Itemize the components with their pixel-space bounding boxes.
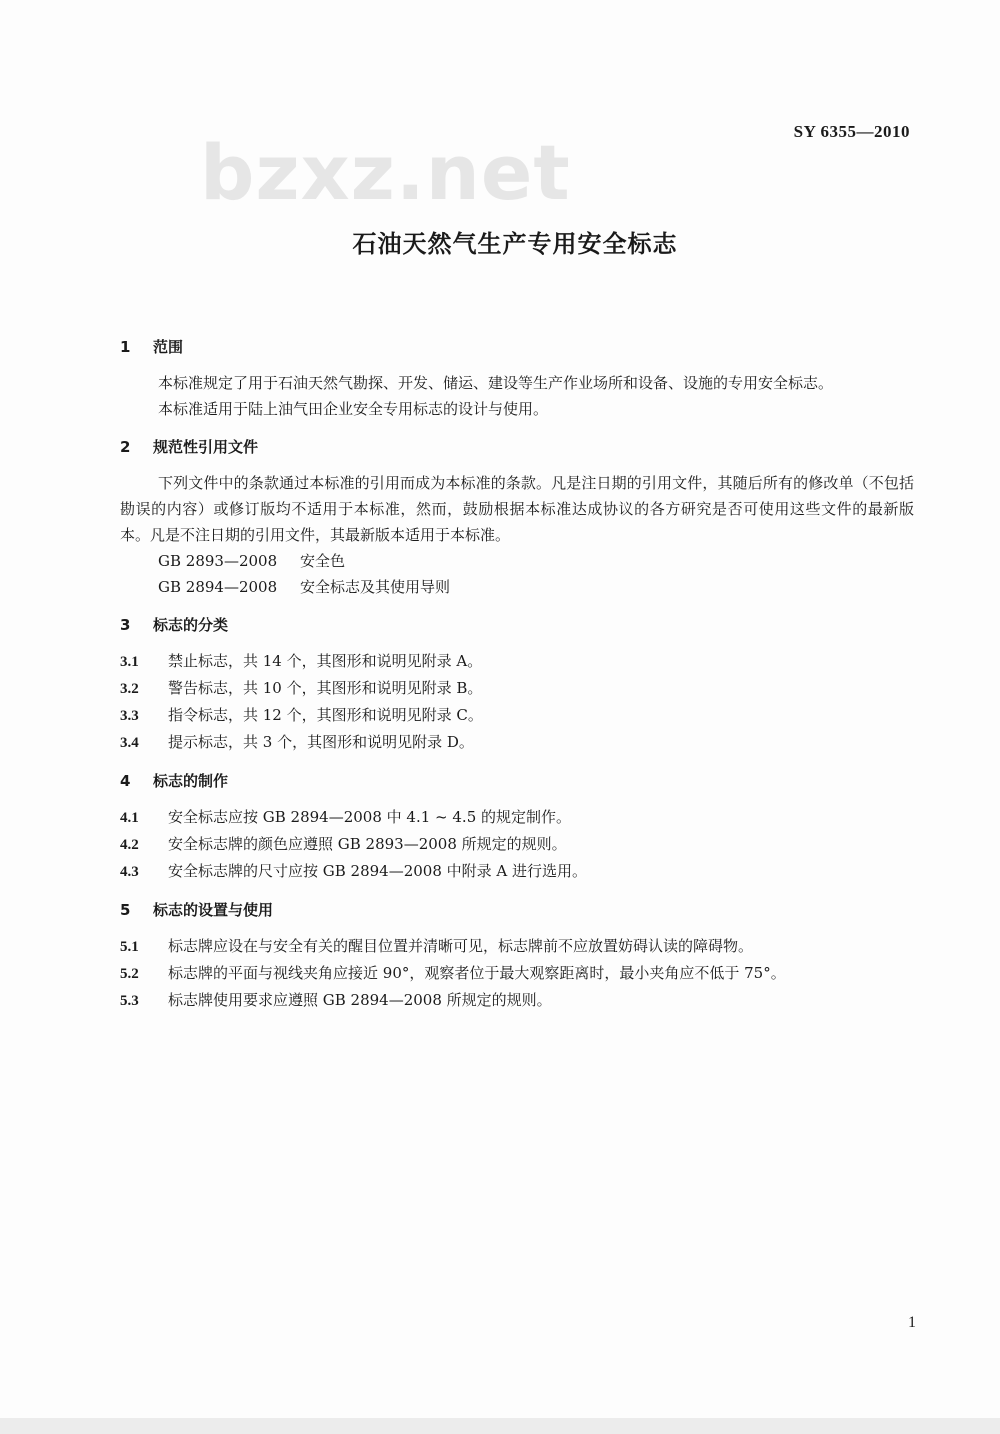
standard-number: SY 6355—2010 [793,122,910,141]
clause-number: 3.3 [120,708,139,724]
clause-number: 4.3 [120,864,139,880]
section-title: 标志的制作 [153,772,229,790]
clause-item [120,804,920,831]
section-number: 5 [120,901,131,919]
section-number: 4 [120,772,131,790]
clause-item [120,933,920,960]
viewer-bottom-edge [0,1418,1000,1434]
document-body [120,334,920,1014]
clause-number: 4.1 [120,810,139,826]
section-number: 2 [120,438,131,456]
section-heading-3 [120,612,920,638]
clause-item [120,858,920,885]
reference-name: 安全色 [300,552,346,570]
section-heading-5 [120,897,920,923]
clause-item [120,675,920,702]
clause-text: 安全标志牌的尺寸应按 GB 2894—2008 中附录 A 进行选用。 [168,862,588,880]
paragraph: 下列文件中的条款通过本标准的引用而成为本标准的条款。凡是注日期的引用文件，其随后所有的修改单（不包括勘误的内容）或修订版均不适用于本标准，然而，鼓励根据本标准达成协议的各方研究是否可使用这些文件的最新版本。凡是不注日期的引用文件，其最新版本适用于本标准。 [120,474,914,544]
reference-item [120,574,920,600]
clause-item [120,831,920,858]
clause-text: 警告标志，共 10 个，其图形和说明见附录 B。 [168,679,483,697]
reference-name: 安全标志及其使用导则 [300,578,451,596]
clause-item [120,987,920,1014]
clause-item [120,702,920,729]
clause-text: 标志牌应设在与安全有关的醒目位置并清晰可见，标志牌前不应放置妨碍认读的障碍物。 [168,937,754,955]
section-title: 规范性引用文件 [153,438,259,456]
clause-item [120,729,920,756]
clause-number: 5.1 [120,939,139,955]
clause-text: 标志牌使用要求应遵照 GB 2894—2008 所规定的规则。 [168,991,552,1009]
clause-text: 标志牌的平面与视线夹角应接近 90°，观察者位于最大观察距离时，最小夹角应不低于 75°。 [168,964,786,982]
section-title: 范围 [153,338,184,356]
paragraph: 本标准规定了用于石油天然气勘探、开发、储运、建设等生产作业场所和设备、设施的专用安全标志。 [158,374,834,392]
clause-number: 3.2 [120,681,139,697]
clause-text: 安全标志牌的颜色应遵照 GB 2893—2008 所规定的规则。 [168,835,567,853]
section-title: 标志的设置与使用 [153,901,274,919]
section-heading-4 [120,768,920,794]
reference-code: GB 2894—2008 [158,578,278,596]
clause-number: 5.2 [120,966,139,982]
watermark: bzxz.net [200,128,571,217]
clause-text: 安全标志应按 GB 2894—2008 中 4.1 ~ 4.5 的规定制作。 [168,808,572,826]
clause-text: 禁止标志，共 14 个，其图形和说明见附录 A。 [168,652,483,670]
section-number: 3 [120,616,131,634]
page-number: 1 [908,1314,916,1331]
clause-number: 4.2 [120,837,139,853]
clause-item [120,648,920,675]
section-title: 标志的分类 [153,616,229,634]
clause-number: 3.4 [120,735,139,751]
section-heading-2 [120,434,920,460]
section-heading-1 [120,334,920,360]
reference-item [120,548,920,574]
clause-number: 3.1 [120,654,139,670]
clause-text: 提示标志，共 3 个，其图形和说明见附录 D。 [168,733,474,751]
reference-code: GB 2893—2008 [158,552,278,570]
paragraph: 本标准适用于陆上油气田企业安全专用标志的设计与使用。 [158,400,549,418]
section-number: 1 [120,338,131,356]
clause-text: 指令标志，共 12 个，其图形和说明见附录 C。 [168,706,483,724]
document-title: 石油天然气生产专用安全标志 [352,230,678,258]
clause-item [120,960,920,987]
clause-number: 5.3 [120,993,139,1009]
